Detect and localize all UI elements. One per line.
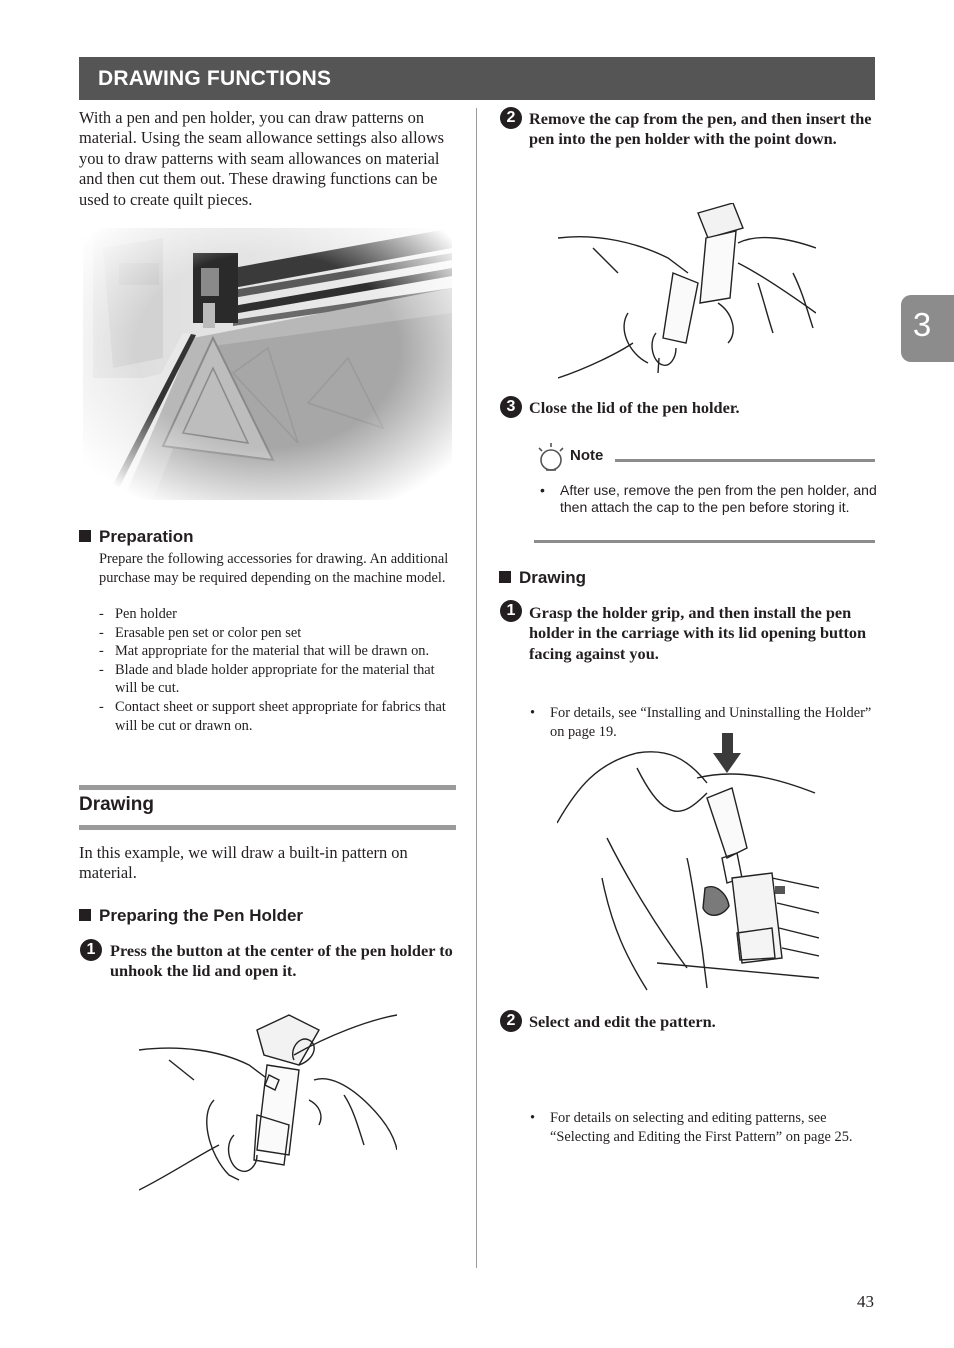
insert-pen-illustration xyxy=(558,203,816,383)
section-rule-top xyxy=(79,785,456,790)
column-divider xyxy=(476,108,477,1268)
install-holder-illustration xyxy=(557,728,819,991)
preparation-heading: Preparation xyxy=(79,527,193,547)
list-item: - Contact sheet or support sheet appropriate for fabrics that will be cut or drawn on. xyxy=(99,698,457,735)
section-banner xyxy=(79,57,875,100)
list-item: - Erasable pen set or color pen set xyxy=(99,624,457,643)
note-label: Note xyxy=(570,447,604,464)
intro-paragraph: With a pen and pen holder, you can draw patterns on material. Using the seam allowance settings also allows you to draw patterns with seam allowances on material and then cut them out. These drawing functions can be used to create quilt pieces. xyxy=(79,108,445,209)
pen-holder-step-3: Close the lid of the pen holder. xyxy=(529,398,740,417)
drawing-heading: Drawing xyxy=(499,568,586,588)
chapter-number: 3 xyxy=(912,306,932,343)
drawing-step-2-detail: • For details on selecting and editing patterns, see “Selecting and Editing the First Pattern” on page 25. xyxy=(530,1109,885,1146)
pen-holder-step-1: Press the button at the center of the pen holder to unhook the lid and open it. xyxy=(110,941,453,981)
note-rule-bottom xyxy=(534,540,875,543)
note-rule-top xyxy=(615,459,875,462)
step-number-1: 1 xyxy=(500,600,522,622)
drawing-section-heading: Drawing xyxy=(79,794,154,815)
list-item: - Pen holder xyxy=(99,605,457,624)
list-item: - Blade and blade holder appropriate for the material that will be cut. xyxy=(99,661,457,698)
pen-holder-step-2: Remove the cap from the pen, and then insert the pen into the pen holder with the point down. xyxy=(529,109,872,149)
section-rule-bottom xyxy=(79,825,456,830)
step-number-1: 1 xyxy=(80,939,102,961)
note-text: • After use, remove the pen from the pen holder, and then attach the cap to the pen before storing it. xyxy=(540,482,895,516)
open-pen-holder-illustration xyxy=(139,1005,397,1195)
page-number: 43 xyxy=(857,1292,874,1311)
accessories-list xyxy=(99,605,457,735)
drawing-step-2: Select and edit the pattern. xyxy=(529,1012,716,1031)
page-title: DRAWING FUNCTIONS xyxy=(98,67,332,90)
chapter-tab[interactable] xyxy=(901,295,954,362)
square-bullet-icon xyxy=(499,571,511,583)
drawing-section-text: In this example, we will draw a built-in pattern on material. xyxy=(79,843,408,883)
pen-holder-heading: Preparing the Pen Holder xyxy=(79,906,303,926)
drawing-step-1-detail: • For details, see “Installing and Uninstalling the Holder” on page 19. xyxy=(530,704,885,741)
square-bullet-icon xyxy=(79,530,91,542)
list-item: - Mat appropriate for the material that will be drawn on. xyxy=(99,642,457,661)
step-number-3: 3 xyxy=(500,396,522,418)
square-bullet-icon xyxy=(79,909,91,921)
lightbulb-icon xyxy=(536,438,570,476)
machine-drawing-photo xyxy=(83,228,452,500)
step-number-2: 2 xyxy=(500,1010,522,1032)
drawing-step-1: Grasp the holder grip, and then install the pen holder in the carriage with its lid opening button facing against you. xyxy=(529,603,867,663)
step-number-2: 2 xyxy=(500,107,522,129)
preparation-text: Prepare the following accessories for drawing. An additional purchase may be required depending on the machine model. xyxy=(99,551,449,586)
